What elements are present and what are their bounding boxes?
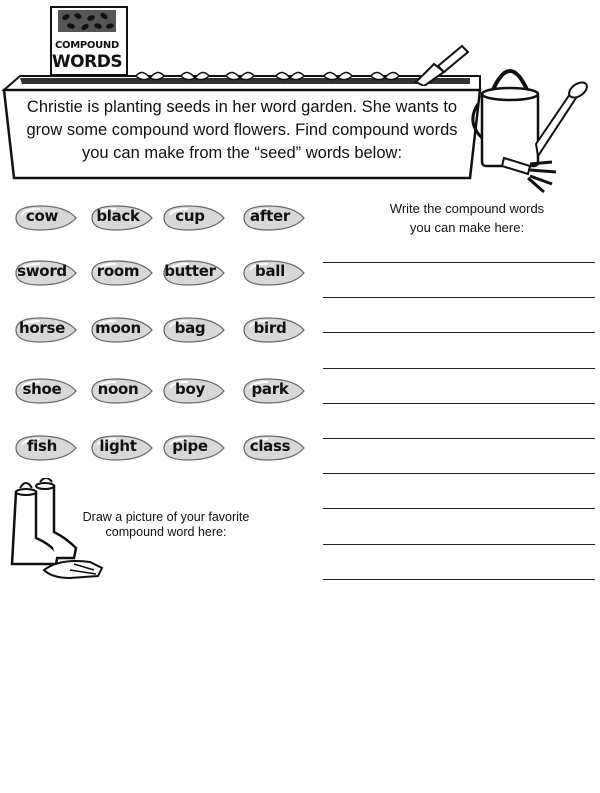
seed-word — [86, 315, 154, 345]
seed-word-label: pipe — [172, 437, 208, 455]
answer-line[interactable] — [323, 332, 595, 333]
seed-word-label: moon — [95, 319, 141, 337]
seed-word — [238, 376, 306, 406]
write-instruction-line2: you can make here: — [409, 220, 525, 235]
seed-word — [238, 433, 306, 463]
seed-word — [158, 203, 226, 233]
seed-word — [10, 376, 78, 406]
seed-word-label: bird — [253, 319, 287, 337]
seed-word-label: class — [249, 437, 291, 455]
seed-word — [10, 258, 78, 288]
seed-word — [238, 203, 306, 233]
seed-word — [10, 315, 78, 345]
seed-word — [86, 203, 154, 233]
seed-word-label: butter — [164, 262, 216, 280]
seed-word — [86, 258, 154, 288]
seed-word-label: room — [96, 262, 140, 280]
seed-word-label: ball — [255, 262, 285, 280]
seed-word — [238, 258, 306, 288]
answer-line[interactable] — [323, 438, 595, 439]
seed-word-label: noon — [97, 380, 139, 398]
sign-line2: WORDS — [51, 52, 123, 72]
write-instruction-line1: Write the compound words — [389, 201, 545, 216]
seed-word — [158, 376, 226, 406]
answer-line[interactable] — [323, 368, 595, 369]
draw-instruction-line2: compound word here: — [105, 525, 227, 539]
draw-instruction — [60, 510, 272, 540]
intro-text: Christie is planting seeds in her word garden. She wants to grow some compound word flowers. Find compound words you can make from the “seed” words below: — [26, 98, 458, 162]
gloves-icon — [40, 548, 106, 582]
seed-word-label: park — [251, 380, 289, 398]
seed-word — [158, 258, 226, 288]
seed-word-label: cup — [175, 207, 205, 225]
seed-word-label: light — [99, 437, 137, 455]
seed-word-label: cow — [25, 207, 59, 225]
answer-line[interactable] — [323, 544, 595, 545]
answer-line[interactable] — [323, 508, 595, 509]
trowel-icon — [408, 42, 470, 86]
seed-word-label: sword — [17, 262, 67, 280]
seed-word-label: boy — [175, 380, 205, 398]
seed-word-label: fish — [26, 437, 58, 455]
seed-word — [158, 315, 226, 345]
answer-line[interactable] — [323, 262, 595, 263]
seed-word — [86, 376, 154, 406]
seed-word-label: shoe — [22, 380, 62, 398]
seed-word-label: horse — [19, 319, 65, 337]
seed-word-label: black — [96, 207, 140, 225]
seed-word-label: after — [250, 207, 290, 225]
seed-word — [158, 433, 226, 463]
answer-line[interactable] — [323, 579, 595, 580]
seed-word — [238, 315, 306, 345]
write-instruction — [362, 199, 572, 237]
garden-fork-icon — [500, 148, 572, 194]
seed-word-label: bag — [174, 319, 206, 337]
seed-word — [10, 433, 78, 463]
seed-icon — [58, 10, 116, 32]
answer-line[interactable] — [323, 403, 595, 404]
answer-line[interactable] — [323, 297, 595, 298]
seed-word — [86, 433, 154, 463]
answer-line[interactable] — [323, 473, 595, 474]
seed-word — [10, 203, 78, 233]
sign-line1: COMPOUND — [54, 40, 119, 51]
draw-instruction-line1: Draw a picture of your favorite — [82, 510, 250, 524]
